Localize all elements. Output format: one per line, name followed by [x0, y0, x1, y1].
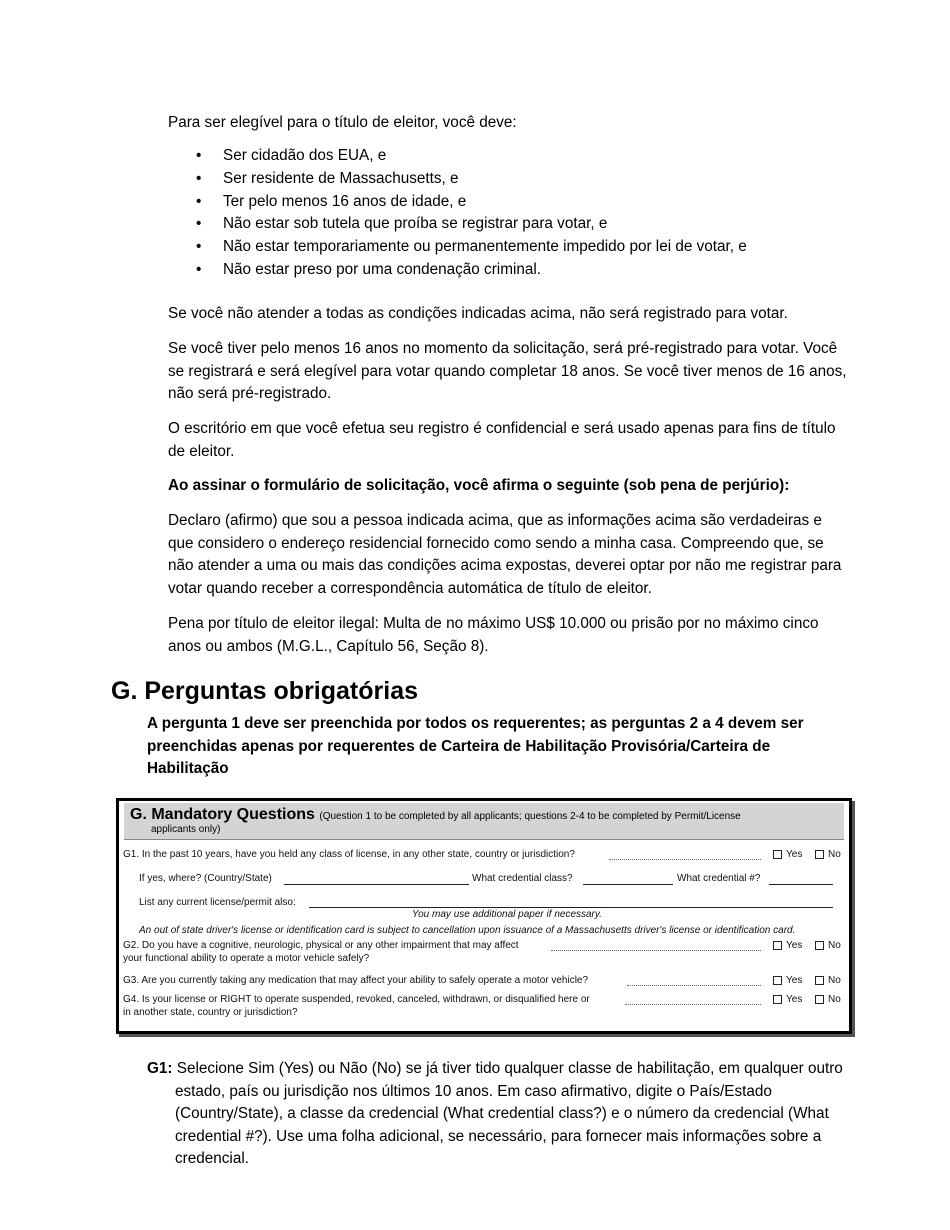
leader-dots — [609, 859, 761, 860]
g4-question-cont: in another state, country or jurisdiction? — [123, 1007, 298, 1018]
g2-question-cont: your functional ability to operate a motor vehicle safely? — [123, 953, 370, 964]
g3-no-checkbox — [815, 976, 824, 985]
yes-label: Yes — [786, 940, 803, 951]
credential-number-line — [769, 884, 833, 885]
list-item: • Ser residente de Massachusetts, e — [168, 168, 858, 191]
g1-yes-checkbox — [773, 850, 782, 859]
no-label: No — [828, 994, 841, 1005]
list-item: • Não estar preso por uma condenação criminal. — [168, 259, 858, 282]
g4-yes-checkbox — [773, 995, 782, 1004]
current-license-label: List any current license/permit also: — [139, 897, 296, 908]
g2-no-checkbox — [815, 941, 824, 950]
mandatory-questions-form-image — [116, 798, 852, 1034]
credential-class-line — [583, 884, 673, 885]
g1-label: G1: — [147, 1060, 173, 1077]
g1-no-checkbox — [815, 850, 824, 859]
list-item: • Ser cidadão dos EUA, e — [168, 145, 858, 168]
yes-label: Yes — [786, 849, 803, 860]
list-item: • Ter pelo menos 16 anos de idade, e — [168, 191, 858, 214]
leader-dots — [551, 950, 761, 951]
g3-question: G3. Are you currently taking any medication that may affect your ability to safely operate a motor vehicle? — [123, 975, 589, 986]
leader-dots — [625, 1004, 761, 1005]
section-subheading: A pergunta 1 deve ser preenchida por todos os requerentes; as perguntas 2 a 4 devem ser preenchidas apenas por requerentes de Carteira de Habilitação Provisória/Carteira de Habilitação — [147, 715, 804, 777]
bullet-icon: • — [196, 192, 202, 210]
no-label: No — [828, 849, 841, 860]
g3-yes-checkbox — [773, 976, 782, 985]
pre-registration-paragraph: Se você tiver pelo menos 16 anos no momento da solicitação, será pré-registrado para votar. Você se registrará e será elegível para votar quando completar 18 anos. Se você tiver menos de 16 anos, não será pré-registrado. — [168, 340, 847, 402]
credential-class-label: What credential class? — [472, 873, 573, 884]
bullet-icon: • — [196, 147, 202, 164]
perjury-heading: Ao assinar o formulário de solicitação, você afirma o seguinte (sob pena de perjúrio): — [168, 477, 790, 494]
bullet-icon: • — [196, 238, 202, 256]
not-registered-paragraph: Se você não atender a todas as condições indicadas acima, não será registrado para votar. — [168, 305, 788, 322]
bullet-icon: • — [196, 215, 202, 233]
no-label: No — [828, 975, 841, 986]
eligibility-intro: Para ser elegível para o título de eleitor, você deve: — [168, 114, 517, 131]
country-state-label: If yes, where? (Country/State) — [139, 873, 272, 884]
current-license-line — [309, 907, 833, 908]
no-label: No — [828, 940, 841, 951]
form-note: (Question 1 to be completed by all applicants; questions 2-4 to be completed by Permit/License — [319, 811, 741, 822]
form-note-cont: applicants only) — [151, 824, 221, 835]
g2-question: G2. Do you have a cognitive, neurologic, physical or any other impairment that may affect — [123, 940, 519, 951]
bullet-icon: • — [196, 169, 202, 187]
bullet-icon: • — [196, 260, 202, 278]
form-title: G. Mandatory Questions (Question 1 to be completed by all applicants; questions 2-4 to be completed by Permit/License — [130, 806, 741, 823]
g1-explanation-text: Selecione Sim (Yes) ou Não (No) se já tiver tido qualquer classe de habilitação, em qualquer outro estado, país ou jurisdição nos últimos 10 anos. Em caso afirmativo, digite o País/Estado (Country/State), a classe da credencial (What credential class?) e o número da credencial (What credential #?). Use uma folha adicional, se necessário, para fornecer mais informações sobre a credencial. — [175, 1060, 843, 1167]
yes-label: Yes — [786, 994, 803, 1005]
list-item: • Não estar sob tutela que proíba se registrar para votar, e — [168, 213, 858, 236]
out-of-state-note: An out of state driver's license or identification card is subject to cancellation upon issuance of a Massachusetts driver's license or identification card. — [139, 925, 796, 936]
country-state-line — [284, 884, 469, 885]
confidential-office-paragraph: O escritório em que você efetua seu registro é confidencial e será usado apenas para fins de título de eleitor. — [168, 420, 836, 460]
g1-explanation — [147, 1058, 865, 1171]
leader-dots — [627, 985, 761, 986]
g1-question: G1. In the past 10 years, have you held any class of license, in any other state, country or jurisdiction? — [123, 849, 575, 860]
g4-question: G4. Is your license or RIGHT to operate suspended, revoked, canceled, withdrawn, or disqualified here or — [123, 994, 590, 1005]
section-heading: G. Perguntas obrigatórias — [111, 677, 419, 705]
list-item: • Não estar temporariamente ou permanentemente impedido por lei de votar, e — [168, 236, 858, 259]
penalty-paragraph: Pena por título de eleitor ilegal: Multa de no máximo US$ 10.000 ou prisão por no máximo cinco anos ou ambos (M.G.L., Capítulo 56, Seção 8). — [168, 615, 819, 655]
g2-yes-checkbox — [773, 941, 782, 950]
form-header — [124, 803, 844, 840]
additional-paper-note: You may use additional paper if necessary. — [412, 909, 602, 920]
credential-number-label: What credential #? — [677, 873, 761, 884]
eligibility-list — [168, 145, 858, 282]
g4-no-checkbox — [815, 995, 824, 1004]
declaration-paragraph: Declaro (afirmo) que sou a pessoa indicada acima, que as informações acima são verdadeiras e que considero o endereço residencial fornecido como sendo a minha casa. Compreendo que, se não atender a uma ou mais das condições acima expostas, deverei optar por não me registrar para votar quando receber a correspondência automática de título de eleitor. — [168, 512, 842, 597]
yes-label: Yes — [786, 975, 803, 986]
